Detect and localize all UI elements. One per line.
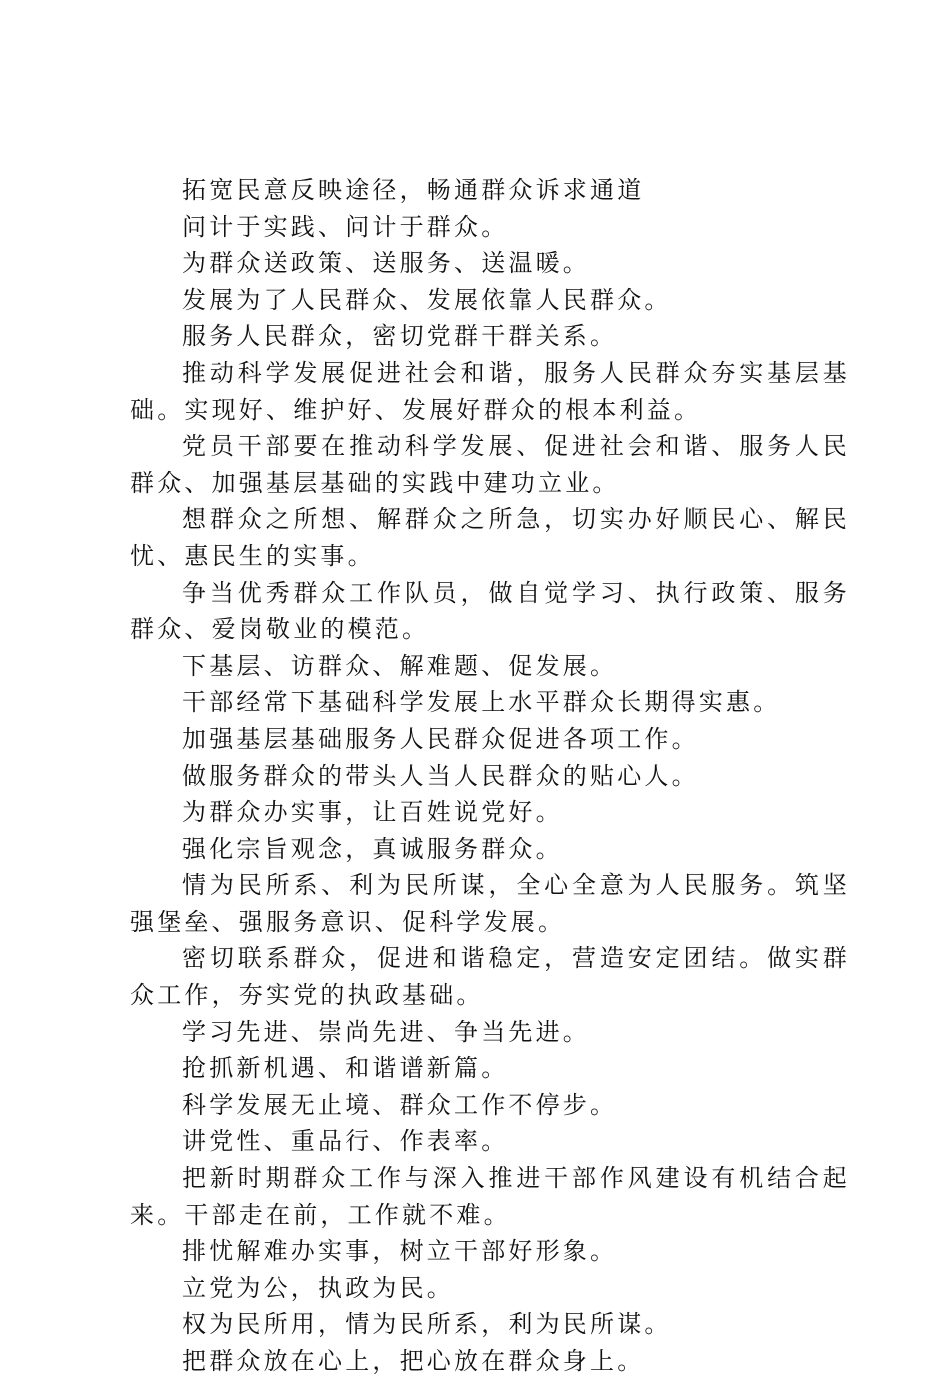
paragraph: 把新时期群众工作与深入推进干部作风建设有机结合起来。干部走在前，工作就不难。 — [130, 1164, 850, 1229]
paragraph: 科学发展无止境、群众工作不停步。 — [182, 1090, 618, 1119]
paragraph: 推动科学发展促进社会和谐，服务人民群众夯实基层基础。实现好、维护好、发展好群众的根本利益。 — [130, 358, 850, 424]
paragraph: 排忧解难办实事，树立干部好形象。 — [182, 1237, 618, 1266]
paragraph: 为群众送政策、送服务、送温暖。 — [182, 249, 590, 278]
paragraph: 强化宗旨观念，真诚服务群众。 — [182, 834, 563, 863]
paragraph: 抢抓新机遇、和谐谱新篇。 — [182, 1054, 509, 1083]
paragraph: 干部经常下基础科学发展上水平群众长期得实惠。 — [182, 688, 781, 717]
paragraph: 想群众之所想、解群众之所急，切实办好顺民心、解民忧、惠民生的实事。 — [130, 505, 850, 570]
paragraph: 问计于实践、问计于群众。 — [182, 212, 509, 241]
document-body — [130, 172, 850, 1380]
paragraph: 发展为了人民群众、发展依靠人民群众。 — [182, 285, 672, 314]
paragraph: 服务人民群众，密切党群干群关系。 — [182, 322, 618, 351]
paragraph: 党员干部要在推动科学发展、促进社会和谐、服务人民群众、加强基层基础的实践中建功立业。 — [130, 432, 850, 497]
paragraph: 学习先进、崇尚先进、争当先进。 — [182, 1017, 590, 1046]
paragraph: 密切联系群众，促进和谐稳定，营造安定团结。做实群众工作，夯实党的执政基础。 — [130, 944, 850, 1010]
paragraph: 把群众放在心上，把心放在群众身上。 — [182, 1347, 645, 1375]
paragraph: 为群众办实事，让百姓说党好。 — [182, 798, 563, 827]
paragraph: 下基层、访群众、解难题、促发展。 — [182, 651, 618, 680]
paragraph: 加强基层基础服务人民群众促进各项工作。 — [182, 724, 699, 753]
paragraph: 争当优秀群众工作队员，做自觉学习、执行政策、服务群众、爱岗敬业的模范。 — [130, 578, 850, 644]
paragraph: 拓宽民意反映途径，畅通群众诉求通道 — [182, 176, 645, 204]
paragraph: 权为民所用，情为民所系，利为民所谋。 — [182, 1310, 672, 1339]
paragraph: 立党为公，执政为民。 — [182, 1273, 454, 1302]
paragraph: 做服务群众的带头人当人民群众的贴心人。 — [182, 761, 699, 790]
paragraph: 讲党性、重品行、作表率。 — [182, 1127, 509, 1156]
paragraph: 情为民所系、利为民所谋，全心全意为人民服务。筑坚强堡垒、强服务意识、促科学发展。 — [130, 871, 850, 936]
